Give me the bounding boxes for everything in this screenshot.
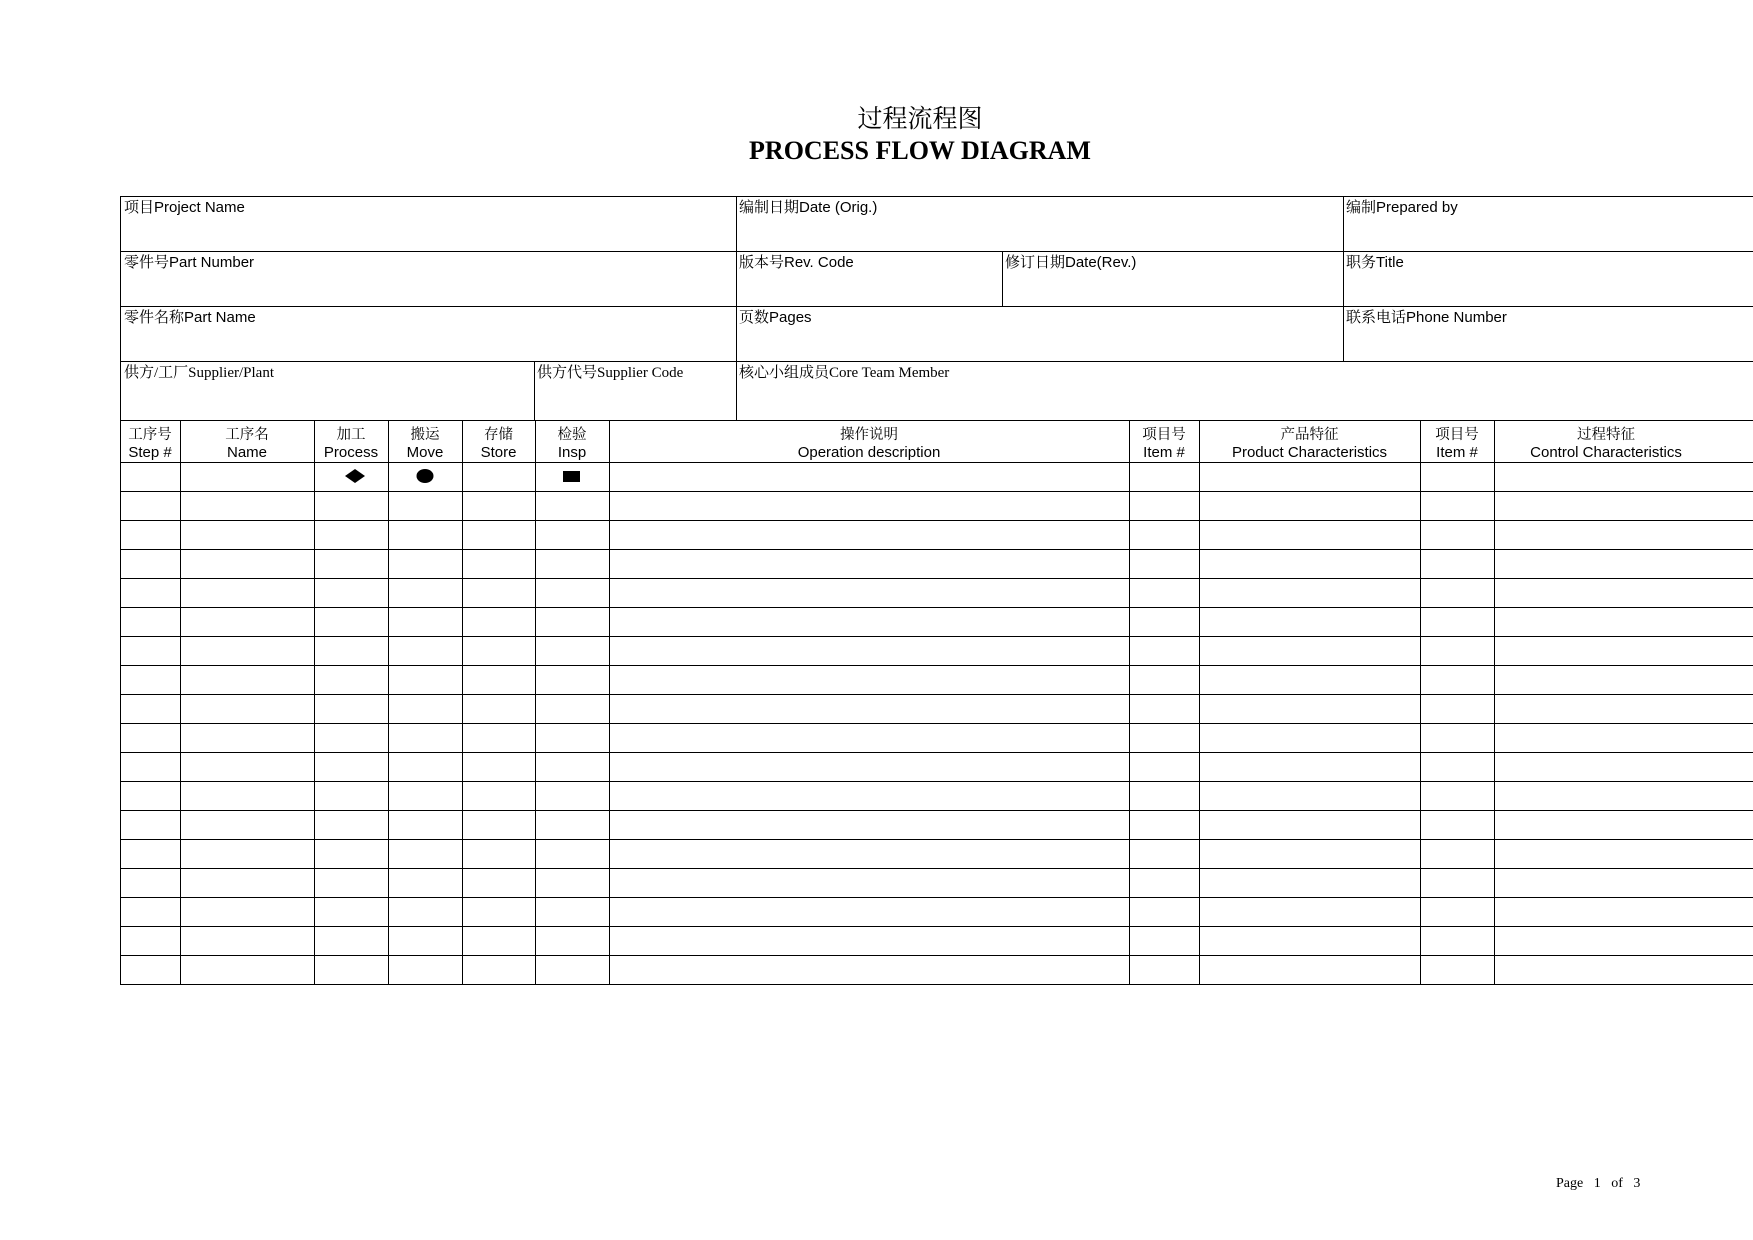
date-orig-field[interactable]: 编制日期Date (Orig.) [739,199,878,216]
diamond-icon [344,468,366,484]
col-header-step-en: Step # [128,444,172,461]
header-col-divider-rev [1002,251,1003,306]
part-number-field[interactable]: 零件号Part Number [124,254,255,271]
table-row [120,752,1753,753]
header-col-divider-supplier [534,361,535,420]
table-row [120,665,1753,666]
col-header-process [314,427,388,465]
table-row [120,723,1753,724]
col-divider [462,420,463,984]
table-row [120,578,1753,579]
date-rev-field[interactable]: 修订日期Date(Rev.) [1005,254,1137,271]
table-row [120,868,1753,869]
col-header-process-en: Process [323,444,379,461]
col-header-name-en: Name [226,444,267,461]
col-divider [535,420,536,984]
table-row [120,926,1753,927]
col-header-item-control [1420,427,1494,465]
col-header-item-product-en: Item # [1143,444,1185,461]
col-divider [388,420,389,984]
col-divider [609,420,610,984]
col-header-move-zh: 搬运 [410,427,440,443]
col-header-insp-en: Insp [557,444,587,461]
col-divider [1494,420,1495,984]
table-row [120,839,1753,840]
header-row-divider-3 [120,361,1753,362]
col-header-item-product-zh: 项目号 [1142,427,1186,443]
col-header-name-zh: 工序名 [225,427,269,443]
header-top-border [120,196,1753,197]
header-col-divider-right [1343,196,1344,361]
supplier-plant-field[interactable]: 供方/工厂Supplier/Plant [124,365,275,381]
page-indicator [1556,1176,1640,1192]
col-header-product-characteristics-zh: 产品特征 [1280,427,1339,443]
col-header-move-en: Move [406,444,444,461]
table-row [120,636,1753,637]
page-title-chinese: 过程流程图 [857,104,983,133]
col-header-step-zh: 工序号 [128,427,172,443]
col-header-operation [609,427,1129,465]
col-divider [1199,420,1200,984]
header-row-divider-2 [120,306,1753,307]
prepared-by-field[interactable]: 编制Prepared by [1346,199,1458,216]
col-header-insp [535,427,609,465]
col-header-store [462,427,535,465]
table-row [120,607,1753,608]
table-left-border [120,420,121,984]
table-row [120,984,1753,985]
part-name-field[interactable]: 零件名称Part Name [124,309,256,326]
rev-code-field[interactable]: 版本号Rev. Code [739,254,854,271]
table-row [120,810,1753,811]
table-top-border [120,420,1753,421]
header-col-divider-mid [736,196,737,420]
pages-field[interactable]: 页数Pages [739,309,812,326]
col-divider [180,420,181,984]
col-header-control-characteristics [1494,427,1718,465]
col-header-name [180,427,314,465]
col-divider [314,420,315,984]
col-divider [1129,420,1130,984]
table-row [120,955,1753,956]
header-left-border [120,196,121,420]
page-of-label: of [1611,1176,1623,1191]
col-header-store-zh: 存储 [484,427,513,443]
col-header-step [120,427,180,465]
col-header-item-control-en: Item # [1436,444,1478,461]
title-field[interactable]: 职务Title [1346,254,1404,271]
square-icon [563,471,581,483]
col-header-operation-en: Operation description [797,444,941,461]
core-team-field[interactable]: 核心小组成员Core Team Member [739,365,950,381]
table-row [120,491,1753,492]
col-header-item-control-zh: 项目号 [1435,427,1479,443]
col-header-insp-zh: 检验 [557,427,587,443]
table-row [120,781,1753,782]
col-header-process-zh: 加工 [336,427,366,443]
page-number: 1 [1593,1176,1601,1191]
page-total: 3 [1633,1176,1641,1191]
col-header-store-en: Store [480,444,517,461]
circle-icon [416,468,434,484]
phone-number-field[interactable]: 联系电话Phone Number [1346,309,1507,326]
col-header-item-product [1129,427,1199,465]
page-label: Page [1556,1176,1584,1191]
project-name-field[interactable]: 项目Project Name [124,199,245,216]
col-header-operation-zh: 操作说明 [840,427,898,443]
col-header-control-characteristics-en: Control Characteristics [1530,444,1682,461]
table-row [120,694,1753,695]
col-header-move [388,427,462,465]
table-row [120,897,1753,898]
col-header-product-characteristics [1199,427,1420,465]
table-row [120,520,1753,521]
page-title-english: PROCESS FLOW DIAGRAM [749,136,1091,165]
supplier-code-field[interactable]: 供方代号Supplier Code [537,365,684,381]
table-row [120,549,1753,550]
header-row-divider-1 [120,251,1753,252]
col-header-control-characteristics-zh: 过程特征 [1577,427,1635,443]
col-header-product-characteristics-en: Product Characteristics [1231,444,1388,461]
col-divider [1420,420,1421,984]
